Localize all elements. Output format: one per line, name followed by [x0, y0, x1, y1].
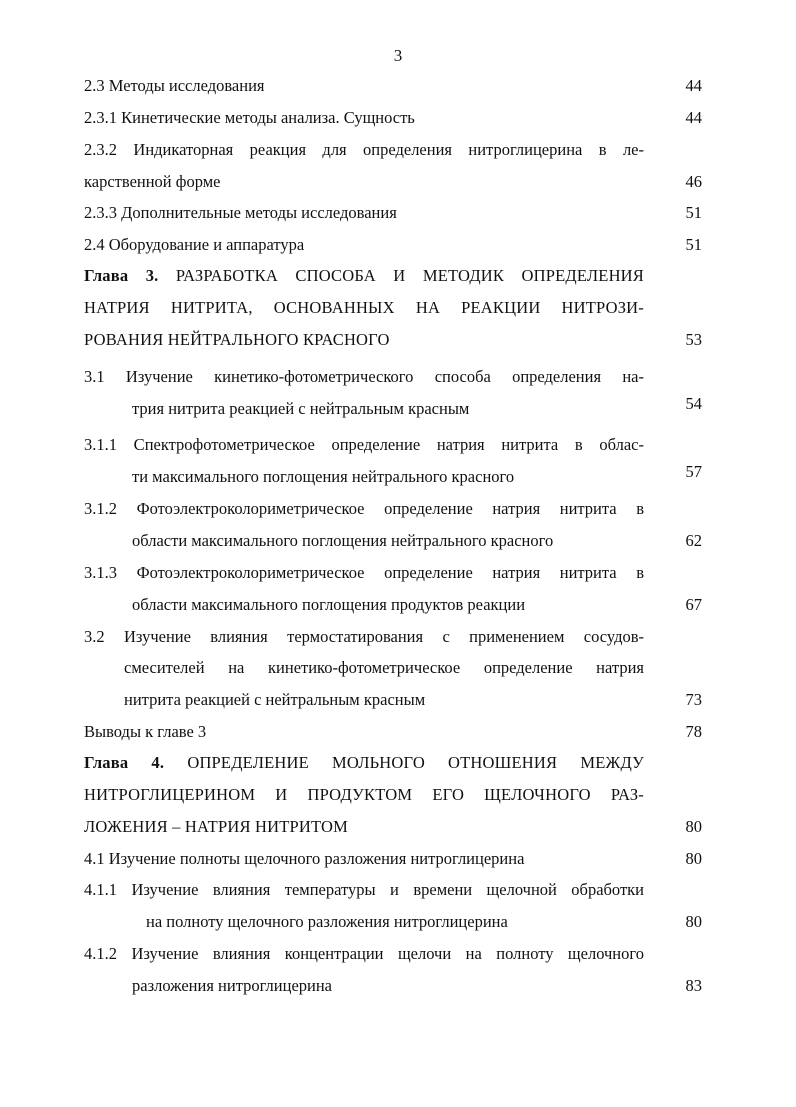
toc-entry-title: 3.1.1 Спектрофотометрическое определение натрия нитрита в облас- — [84, 435, 644, 454]
toc-entry-page: 83 — [685, 976, 702, 995]
toc-entry-page: 46 — [685, 172, 702, 191]
chapter-title-continued: РОВАНИЯ НЕЙТРАЛЬНОГО КРАСНОГО — [84, 330, 390, 349]
toc-entry-title: 4.1.1 Изучение влияния температуры и времени щелочной обработки — [84, 880, 644, 899]
toc-entry-title: 2.3 Методы исследования — [84, 76, 265, 95]
chapter-label: Глава 4. — [84, 753, 165, 772]
chapter-title: РАЗРАБОТКА СПОСОБА И МЕТОДИК ОПРЕДЕЛЕНИЯ — [175, 266, 645, 285]
toc-entry-page: 62 — [685, 531, 702, 550]
toc-entry-title: 2.3.1 Кинетические методы анализа. Сущность — [84, 108, 415, 127]
toc-entry-page: 57 — [685, 462, 702, 481]
toc-entry-title: 3.2 Изучение влияния термостатирования с применением сосудов- — [84, 627, 644, 646]
toc-entry-page: 53 — [685, 330, 702, 349]
toc-entry-title: 2.4 Оборудование и аппаратура — [84, 235, 305, 254]
toc-entry-page: 80 — [685, 849, 702, 868]
toc-entry-page: 78 — [685, 722, 702, 741]
chapter-title-continued: ЛОЖЕНИЯ – НАТРИЯ НИТРИТОМ — [84, 817, 349, 836]
toc-entry-title: 4.1 Изучение полноты щелочного разложения нитроглицерина — [84, 849, 525, 868]
toc-entry-title-continued: трия нитрита реакцией с нейтральным красным — [132, 399, 470, 418]
toc-entry-page: 51 — [685, 235, 702, 254]
toc-entry-title-continued: на полноту щелочного разложения нитроглицерина — [146, 912, 508, 931]
toc-entry-page: 73 — [685, 690, 702, 709]
toc-entry-title: 2.3.2 Индикаторная реакция для определения нитроглицерина в ле- — [84, 140, 644, 159]
toc-entry-page: 67 — [685, 595, 702, 614]
toc-entry-title: 2.3.3 Дополнительные методы исследования — [84, 203, 397, 222]
toc-entry-title: Выводы к главе 3 — [84, 722, 207, 741]
toc-entry-page: 44 — [685, 108, 702, 127]
chapter-title: ОПРЕДЕЛЕНИЕ МОЛЬНОГО ОТНОШЕНИЯ МЕЖДУ — [187, 753, 645, 772]
toc-entry-page: 80 — [685, 817, 702, 836]
toc-entry-page: 51 — [685, 203, 702, 222]
chapter-heading — [84, 753, 644, 773]
toc-entry-title: 3.1 Изучение кинетико-фотометрического способа определения на- — [84, 367, 644, 386]
toc-entry-title-continued: нитрита реакцией с нейтральным красным — [124, 690, 426, 709]
chapter-title-continued: НАТРИЯ НИТРИТА, ОСНОВАННЫХ НА РЕАКЦИИ НИТРОЗИ- — [84, 298, 644, 317]
toc-entry-title-continued: смесителей на кинетико-фотометрическое определение натрия — [124, 658, 644, 677]
toc-entry-title-continued: области максимального поглощения нейтрального красного — [132, 531, 554, 550]
toc-entry-title: 4.1.2 Изучение влияния концентрации щелочи на полноту щелочного — [84, 944, 644, 963]
chapter-title-continued: НИТРОГЛИЦЕРИНОМ И ПРОДУКТОМ ЕГО ЩЕЛОЧНОГО РАЗ- — [84, 785, 644, 804]
toc-entry-title: 3.1.3 Фотоэлектроколориметрическое определение натрия нитрита в — [84, 563, 644, 582]
toc-entry-page: 80 — [685, 912, 702, 931]
toc-entry-page: 54 — [685, 394, 702, 413]
toc-entry-page: 44 — [685, 76, 702, 95]
toc-entry-title-continued: карственной форме — [84, 172, 221, 191]
chapter-label: Глава 3. — [84, 266, 159, 285]
toc-entry-title-continued: ти максимального поглощения нейтрального красного — [132, 467, 515, 486]
toc-entry-title-continued: разложения нитроглицерина — [132, 976, 332, 995]
chapter-heading — [84, 266, 644, 286]
toc-entry-title-continued: области максимального поглощения продуктов реакции — [132, 595, 526, 614]
page-number: 3 — [393, 46, 403, 65]
toc-entry-title: 3.1.2 Фотоэлектроколориметрическое определение натрия нитрита в — [84, 499, 644, 518]
